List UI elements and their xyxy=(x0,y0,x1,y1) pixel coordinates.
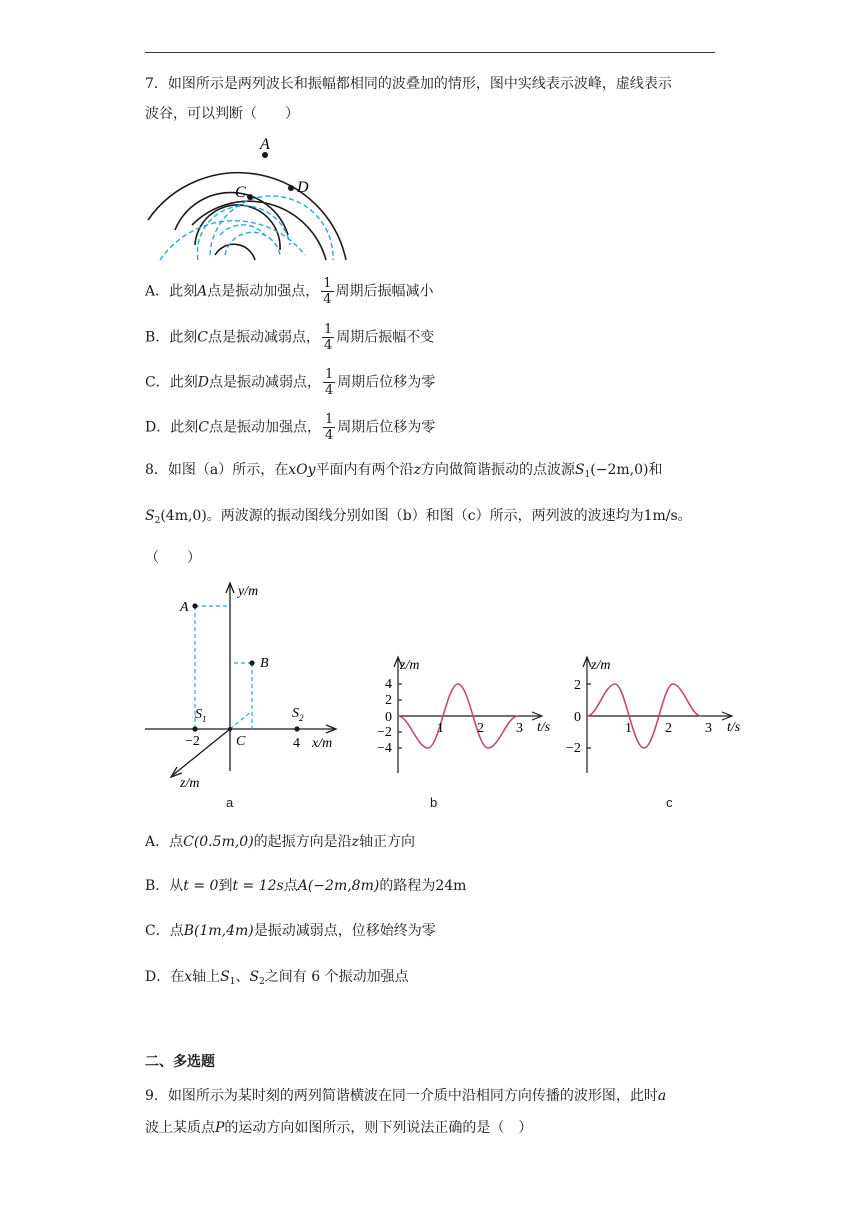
q8-line2: $S_2(4m,0)$。两波源的振动图线分别如图（b）和图（c）所示，两列波的波速均为1m/s。 xyxy=(145,508,692,526)
svg-text:4: 4 xyxy=(385,677,392,692)
svg-text:C: C xyxy=(236,734,246,749)
fig-b-caption: b xyxy=(430,795,438,810)
q8-option-a[interactable]: A．点C(0.5m,0)的起振方向是沿z轴正方向 xyxy=(145,834,416,850)
svg-text:t/s: t/s xyxy=(537,720,551,735)
q7-option-a[interactable]: A．此刻A点是振动加强点， $\frac{1}{4}$ 周期后振幅减小 xyxy=(145,276,434,307)
svg-text:z/m: z/m xyxy=(180,776,200,791)
svg-text:−2: −2 xyxy=(566,741,581,756)
q7-line2: 波谷，可以判断（ ） xyxy=(145,106,299,122)
header-rule xyxy=(145,52,715,53)
point-S2 xyxy=(294,726,299,731)
q8-figure-a xyxy=(140,575,350,795)
svg-text:t/s: t/s xyxy=(727,720,741,735)
svg-text:1: 1 xyxy=(625,721,632,736)
q8-figure-c xyxy=(565,655,765,780)
svg-text:−2: −2 xyxy=(377,725,392,740)
q7-line1: 7．如图所示是两列波长和振幅都相同的波叠加的情形，图中实线表示波峰，虚线表示 xyxy=(145,76,672,92)
point-B xyxy=(249,660,254,665)
label-A: A xyxy=(260,136,270,153)
label-C: C xyxy=(235,184,246,201)
svg-text:y/m: y/m xyxy=(238,584,259,599)
point-S1 xyxy=(192,726,197,731)
q9-line2: 波上某质点P的运动方向如图所示，则下列说法正确的是（ ） xyxy=(145,1120,533,1136)
q8-option-b[interactable]: B．从t = 0到t = 12s点A(−2m,8m)的路程为24m xyxy=(145,878,467,894)
svg-text:−4: −4 xyxy=(377,741,392,756)
svg-text:4: 4 xyxy=(293,736,300,751)
svg-text:1: 1 xyxy=(437,721,444,736)
svg-text:2: 2 xyxy=(665,721,672,736)
q7-wave-figure xyxy=(140,135,355,265)
svg-text:2: 2 xyxy=(385,693,392,708)
q9-line1: 9．如图所示为某时刻的两列简谐横波在同一介质中沿相同方向传播的波形图，此时a xyxy=(145,1088,667,1104)
point-D xyxy=(288,185,294,191)
section-title: 二、多选题 xyxy=(145,1054,215,1070)
svg-text:B: B xyxy=(260,656,269,671)
point-C xyxy=(247,194,253,200)
q7-option-d[interactable]: D．此刻C点是振动加强点， $\frac{1}{4}$ 周期后位移为零 xyxy=(145,412,436,443)
svg-text:2: 2 xyxy=(574,678,581,693)
origin xyxy=(228,727,232,731)
svg-text:3: 3 xyxy=(705,721,712,736)
svg-text:−2: −2 xyxy=(185,734,200,749)
q8-option-c[interactable]: C．点B(1m,4m)是振动减弱点，位移始终为零 xyxy=(145,923,436,939)
svg-text:3: 3 xyxy=(516,721,523,736)
q7-option-c[interactable]: C．此刻D点是振动减弱点， $\frac{1}{4}$ 周期后位移为零 xyxy=(145,367,436,398)
q7-option-b[interactable]: B．此刻C点是振动减弱点， $\frac{1}{4}$ 周期后振幅不变 xyxy=(145,322,435,353)
fig-c-caption: c xyxy=(666,795,673,810)
svg-text:0: 0 xyxy=(574,710,581,725)
crest-arc-5 xyxy=(215,244,255,260)
svg-text:z/m: z/m xyxy=(400,658,420,673)
q8-line1: 8．如图（a）所示，在xOy平面内有两个沿z方向做简谐振动的点波源$S_1(-2m,0)$和 xyxy=(145,462,663,480)
q8-figure-b xyxy=(365,655,565,780)
point-A xyxy=(192,603,197,608)
q8-option-d[interactable]: D．在x轴上$S_1$、$S_2$之间有 6 个振动加强点 xyxy=(145,969,409,987)
label-D: D xyxy=(297,179,309,196)
fig-a-caption: a xyxy=(226,795,234,810)
svg-text:z/m: z/m xyxy=(591,658,611,673)
q8-line3: （ ） xyxy=(145,550,201,566)
svg-text:0: 0 xyxy=(385,710,392,725)
svg-text:S1: $S_1$ xyxy=(195,707,207,724)
svg-text:2: 2 xyxy=(477,721,484,736)
svg-text:S2: $S_2$ xyxy=(292,706,304,723)
svg-text:x/m: x/m xyxy=(312,736,333,751)
svg-text:A: A xyxy=(180,600,189,615)
crest-arc-1 xyxy=(148,173,346,260)
